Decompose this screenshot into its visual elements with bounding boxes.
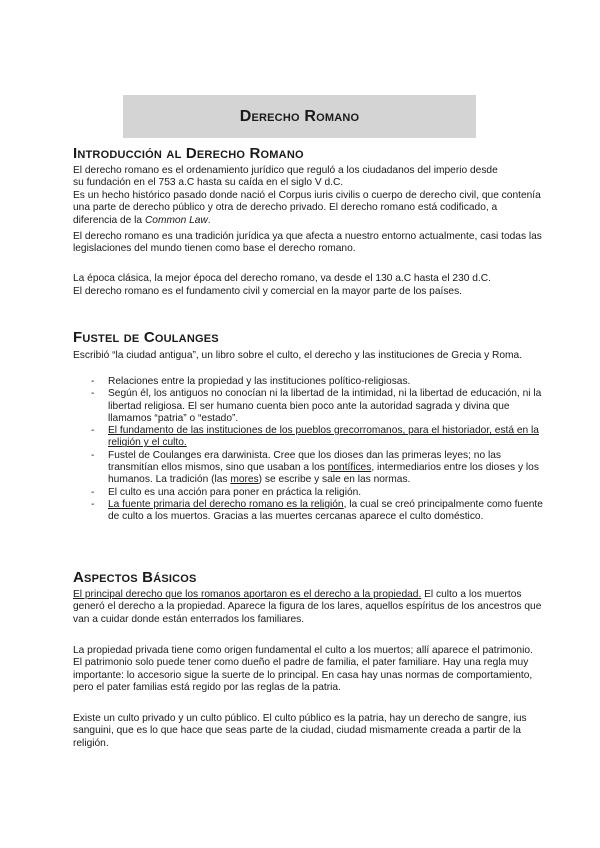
fustel-bullet-list — [73, 376, 543, 524]
intro-paragraph-1 — [73, 165, 553, 190]
list-item — [73, 499, 543, 524]
bullet-text: Relaciones entre la propiedad y las instituciones político-religiosas. — [108, 376, 411, 387]
intro-paragraph-5: El derecho romano es el fundamento civil y comercial en la mayor parte de los países. — [73, 286, 463, 297]
list-item — [73, 487, 543, 499]
section-heading-intro: Introducción al Derecho Romano — [73, 145, 304, 162]
bullet-text: Fustel de Coulanges era darwinista. Cree que los dioses dan las primeras leyes; no las transmitían ellos mismos, sino que usaban a los — [108, 449, 501, 474]
section-heading-fustel: Fustel de Coulanges — [73, 329, 219, 346]
list-item — [73, 376, 543, 388]
aspectos-paragraph-3: Existe un culto privado y un culto público. El culto público es la patria, hay un derecho de sangre, ius sanguini, que es lo que hace que seas parte de la ciudad, ciudad mismamente creada a partir de la religión. — [73, 713, 527, 749]
aspectos-paragraph-2: La propiedad privada tiene como origen fundamental el culto a los muertos; allí aparece el patrimonio. El patrimonio solo puede tener como dueño el padre de familia, el pater familiare. Hay una regla muy importante: lo accesorio sigue la suerte de lo principal. En casa hay unas normas de comportamiento, pero el pater familias está regido por las reglas de la patria. — [73, 645, 533, 693]
aspectos-p1-underlined: El principal derecho que los romanos aportaron es el derecho a la propiedad. — [73, 589, 422, 600]
intro-p2-end: . — [207, 214, 211, 226]
bullet-text: Según él, los antiguos no conocían ni la libertad de la intimidad, ni la libertad de educación, ni la libertad religiosa. El ser humano cuenta bien poco ante la autoridad sagrada y divina que llamamos “patria” o “estado”. — [108, 388, 542, 424]
intro-p2-text: Es un hecho histórico pasado donde nació el Corpus iuris civilis o cuerpo de derecho civil, que contenía una parte de derecho público y otra de derecho privado. El derecho romano está codificado, a diferencia de la — [73, 190, 541, 226]
bullet-text: , la cual se creó principalmente como fuente de culto a los muertos. Gracias a las muertes cercanas aparece el culto doméstico. — [108, 498, 543, 523]
document-title — [123, 95, 476, 138]
fustel-intro: Escribió “la ciudad antigua”, un libro sobre el culto, el derecho y las instituciones de Grecia y Roma. — [73, 350, 523, 361]
bullet-text-underlined: La fuente primaria del derecho romano es la religión — [108, 498, 344, 510]
intro-paragraph-2 — [73, 190, 541, 227]
bullet-text: El culto es una acción para poner en práctica la religión. — [108, 486, 362, 498]
section-heading-aspectos: Aspectos Básicos — [73, 569, 197, 586]
aspectos-p1-text: El culto a los muertos generó el derecho a la propiedad. Aparece la figura de los lares, aquellos espíritus de los ancestros que van a cuidar donde están enterrados los familiares. — [73, 589, 542, 625]
list-item — [73, 425, 543, 450]
list-item — [73, 388, 543, 425]
list-item — [73, 450, 543, 487]
bullet-text-end: ) se escribe y sale en las normas. — [258, 474, 411, 486]
intro-paragraph-3: El derecho romano es una tradición jurídica ya que afecta a nuestro entorno actualmente, casi todas las legislaciones del mundo tienen como base el derecho romano. — [73, 231, 542, 255]
mores-term: mores — [230, 474, 259, 486]
bullet-text: El fundamento de las instituciones de los pueblos grecorromanos, para el historiador, está en la religión y el culto. — [108, 425, 539, 449]
intro-p1-line1: El derecho romano es el ordenamiento jurídico que reguló a los ciudadanos del imperio desde — [73, 165, 498, 176]
document-title-text: Derecho Romano — [239, 107, 360, 125]
pontifices-term: pontífices — [327, 462, 372, 474]
common-law-emphasis: Common Law — [144, 214, 208, 226]
aspectos-paragraph-1 — [73, 589, 543, 626]
bullet-text-cont: , intermediarios entre los dioses y los humanos. La tradición (las — [108, 462, 539, 486]
intro-p1-line2: su fundación en el 753 a.C hasta su caída en el siglo V d.C. — [73, 177, 344, 189]
intro-paragraph-4: La época clásica, la mejor época del derecho romano, va desde el 130 a.C hasta el 230 d.C. — [73, 273, 491, 284]
